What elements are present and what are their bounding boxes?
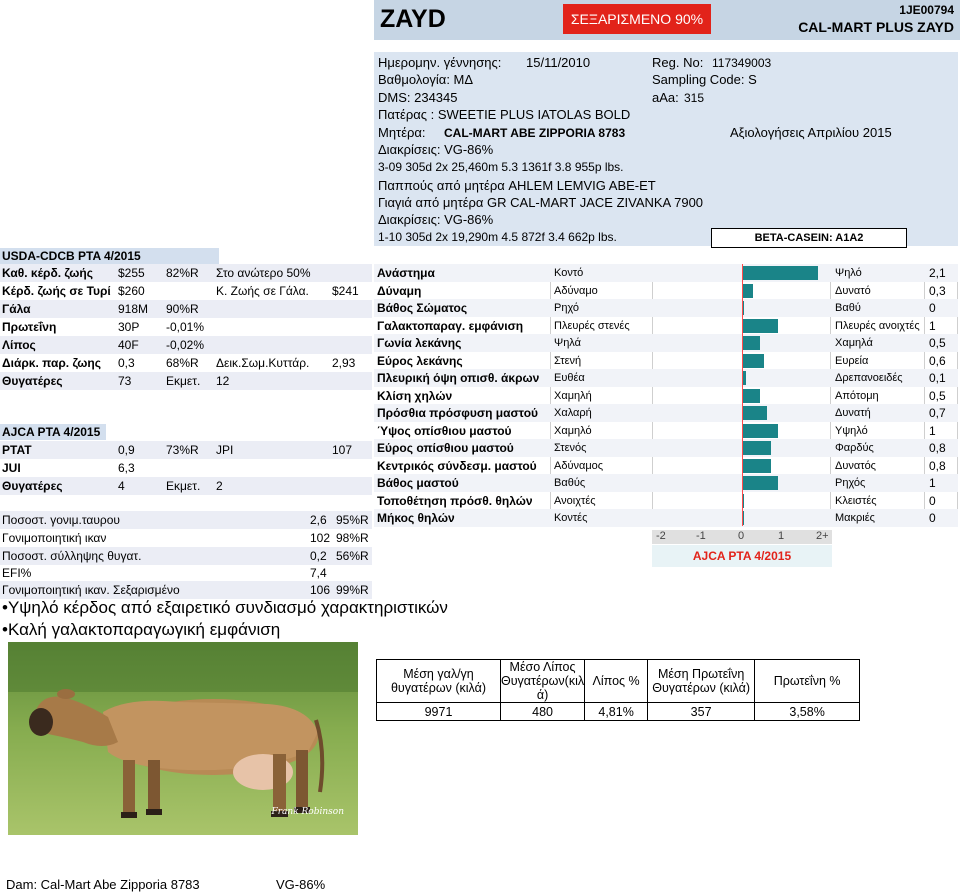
row-label: PTAT bbox=[2, 443, 32, 457]
trait-row bbox=[374, 404, 958, 422]
dms: DMS: 234345 bbox=[378, 90, 458, 105]
header-fat-pct: Λίπος % bbox=[585, 660, 648, 703]
row-value: 40F bbox=[118, 338, 139, 352]
trait-axis bbox=[652, 530, 832, 544]
trait-low-label: Κοντές bbox=[554, 512, 588, 524]
trait-value: 0 bbox=[929, 511, 936, 525]
sampling-code: Sampling Code: S bbox=[652, 72, 757, 87]
trait-bar bbox=[742, 266, 818, 280]
row-value: $260 bbox=[118, 284, 145, 298]
trait-row bbox=[374, 352, 958, 370]
row-extra-label: Δεικ.Σωμ.Κυττάρ. bbox=[216, 356, 310, 370]
highlight-bullet-1: •Υψηλό κέρδος από εξαιρετικό συνδιασμό χαρακτηριστικών bbox=[2, 598, 448, 617]
maternal-grandsire: Παππούς από μητέρα AHLEM LEMVIG ABE-ET bbox=[378, 178, 656, 193]
row-extra-value: 107 bbox=[332, 443, 353, 457]
row-reliability: 95%R bbox=[336, 513, 369, 527]
row-label: Διάρκ. παρ. ζωης bbox=[2, 356, 101, 370]
trait-name: Γαλακτοπαραγ. εμφάνιση bbox=[377, 318, 524, 333]
trait-bar bbox=[742, 319, 778, 333]
row-extra-value: $241 bbox=[332, 284, 359, 298]
trait-bar bbox=[742, 424, 778, 438]
row-reliability: 90%R bbox=[166, 302, 199, 316]
beta-casein-box: BETA-CASEIN: A1A2 bbox=[711, 228, 907, 248]
trait-row bbox=[374, 457, 958, 475]
trait-row bbox=[374, 334, 958, 352]
trait-low-label: Ανοιχτές bbox=[554, 494, 596, 507]
daughters-header-row bbox=[377, 660, 860, 703]
trait-low-label: Χαμηλό bbox=[554, 424, 592, 437]
row-value: 918M bbox=[118, 302, 149, 316]
trait-high-label: Ρηχός bbox=[835, 477, 866, 489]
trait-low-label: Στενή bbox=[554, 354, 582, 367]
trait-name: Γωνία λεκάνης bbox=[377, 336, 462, 350]
trait-value: 1 bbox=[929, 318, 936, 333]
usda-row bbox=[0, 372, 372, 390]
traits-footer-label: AJCA PTA 4/2015 bbox=[652, 545, 832, 567]
bull-full-name: CAL-MART PLUS ZAYD bbox=[798, 19, 954, 35]
row-extra-value: 2,93 bbox=[332, 356, 356, 370]
row-value: 6,3 bbox=[118, 461, 135, 475]
aaa-label: aAa: bbox=[652, 90, 679, 105]
trait-high-label: Βαθύ bbox=[835, 302, 861, 314]
trait-row bbox=[374, 439, 958, 457]
header-protein-pct: Πρωτεΐνη % bbox=[755, 660, 860, 703]
linear-traits-chart bbox=[374, 264, 958, 526]
row-extra-label: 12 bbox=[216, 374, 230, 388]
usda-section-title: USDA-CDCB PTA 4/2015 bbox=[0, 248, 219, 264]
trait-name: Δύναμη bbox=[377, 283, 422, 298]
ajca-row bbox=[0, 441, 372, 459]
row-value: 106 bbox=[310, 583, 331, 597]
daughters-table bbox=[376, 659, 860, 721]
trait-name: Μήκος θηλών bbox=[377, 511, 455, 525]
trait-value: 0 bbox=[929, 301, 936, 315]
row-extra-label: Κ. Ζωής σε Γάλα. bbox=[216, 284, 309, 298]
trait-bar bbox=[742, 441, 771, 455]
trait-high-label: Δυνατή bbox=[835, 407, 871, 419]
trait-value: 1 bbox=[929, 476, 936, 490]
trait-row bbox=[374, 422, 958, 440]
row-value: 73 bbox=[118, 374, 132, 388]
trait-low-label: Ευθέα bbox=[554, 372, 585, 384]
row-reliability: Εκμετ. bbox=[166, 479, 201, 493]
row-reliability: Εκμετ. bbox=[166, 374, 201, 388]
trait-high-label: Υψηλό bbox=[835, 424, 868, 437]
photographer-signature: Frank Robinson bbox=[271, 807, 344, 817]
row-label: Γονιμοποιητική ικαν. Σεξαρισμένο bbox=[2, 583, 180, 597]
sire: Πατέρας : SWEETIE PLUS IATOLAS BOLD bbox=[378, 107, 631, 122]
trait-low-label: Ψηλά bbox=[554, 337, 582, 349]
row-label: Κέρδ. ζωής σε Τυρί bbox=[2, 284, 111, 298]
trait-value: 0,3 bbox=[929, 283, 946, 298]
trait-bar bbox=[742, 354, 764, 368]
row-label: Πρωτεΐνη bbox=[2, 320, 57, 334]
trait-high-label: Δυνατό bbox=[835, 284, 871, 297]
row-reliability: 82%R bbox=[166, 266, 199, 280]
row-value: 0,3 bbox=[118, 356, 135, 370]
axis-tick-label: -1 bbox=[696, 530, 706, 542]
trait-bar bbox=[742, 406, 767, 420]
trait-high-label: Απότομη bbox=[835, 389, 879, 402]
row-value: 0,9 bbox=[118, 443, 135, 457]
trait-high-label: Κλειστές bbox=[835, 494, 877, 507]
trait-value: 0,6 bbox=[929, 353, 946, 368]
trait-value: 2,1 bbox=[929, 266, 946, 280]
axis-tick-label: 1 bbox=[778, 530, 785, 542]
trait-zero-line bbox=[742, 264, 743, 526]
dam-record: 3-09 305d 2x 25,460m 5.3 1361f 3.8 955p lbs. bbox=[378, 160, 624, 174]
usda-row bbox=[0, 282, 372, 300]
trait-low-label: Βαθύς bbox=[554, 477, 586, 489]
footer-dam: Dam: Cal-Mart Abe Zipporia 8783 bbox=[6, 877, 200, 892]
row-value: 2,6 bbox=[310, 513, 327, 527]
row-reliability: 68%R bbox=[166, 356, 199, 370]
dam-name: CAL-MART ABE ZIPPORIA 8783 bbox=[444, 126, 626, 140]
trait-value: 0,8 bbox=[929, 458, 946, 473]
trait-high-label: Ψηλό bbox=[835, 267, 862, 279]
axis-tick-label: -2 bbox=[656, 530, 666, 542]
trait-high-label: Δρεπανοειδές bbox=[835, 372, 903, 384]
dob-label: Ημερομην. γέννησης: bbox=[378, 55, 502, 70]
trait-value: 0 bbox=[929, 493, 936, 508]
row-reliability: -0,01% bbox=[166, 320, 205, 334]
usda-row bbox=[0, 300, 372, 318]
aaa-value: 315 bbox=[684, 91, 705, 105]
trait-row bbox=[374, 474, 958, 492]
rating: Βαθμολογία: ΜΔ bbox=[378, 72, 474, 87]
trait-value: 0,5 bbox=[929, 388, 946, 403]
row-label: EFI% bbox=[2, 566, 32, 580]
usda-row bbox=[0, 264, 372, 282]
registration-id: 1JE00794 bbox=[899, 3, 954, 17]
trait-name: Ύψος οπίσθιου μαστού bbox=[377, 423, 512, 438]
row-reliability: 98%R bbox=[336, 531, 369, 545]
trait-row bbox=[374, 492, 958, 510]
trait-high-label: Φαρδύς bbox=[835, 442, 874, 454]
reg-label: Reg. No: bbox=[652, 55, 704, 70]
trait-bar bbox=[742, 336, 760, 350]
row-value: 0,2 bbox=[310, 549, 327, 563]
fertility-row bbox=[0, 564, 372, 582]
trait-row bbox=[374, 369, 958, 387]
row-reliability: 99%R bbox=[336, 583, 369, 597]
row-extra-label: 2 bbox=[216, 479, 223, 493]
highlight-bullet-2: •Καλή γαλακτοπαραγωγική εμφάνιση bbox=[2, 620, 281, 639]
row-reliability: 56%R bbox=[336, 549, 369, 563]
trait-high-label: Δυνατός bbox=[835, 459, 876, 472]
trait-row bbox=[374, 299, 958, 317]
footer-dam-score: VG-86% bbox=[276, 877, 326, 892]
axis-tick-label: 2+ bbox=[816, 530, 829, 542]
ajca-row bbox=[0, 459, 372, 477]
row-label: Λίπος bbox=[2, 338, 36, 352]
ajca-section-title: AJCA PTA 4/2015 bbox=[0, 424, 106, 440]
trait-row bbox=[374, 387, 958, 405]
granddam-record: 1-10 305d 2x 19,290m 4.5 872f 3.4 662p lbs. bbox=[378, 230, 617, 244]
trait-low-label: Πλευρές στενές bbox=[554, 319, 630, 332]
evaluation-date: Αξιολογήσεις Απριλίου 2015 bbox=[730, 125, 892, 140]
trait-bar bbox=[742, 476, 778, 490]
row-value: 7,4 bbox=[310, 566, 327, 580]
trait-bar bbox=[742, 459, 771, 473]
trait-name: Βάθος Σώματος bbox=[377, 301, 468, 315]
row-label: Ποσοστ. σύλληψης θυγατ. bbox=[2, 549, 142, 563]
fertility-row bbox=[0, 581, 372, 599]
trait-low-label: Χαλαρή bbox=[554, 407, 592, 419]
row-value: 4 bbox=[118, 479, 125, 493]
trait-name: Ανάστημα bbox=[377, 266, 435, 280]
trait-low-label: Αδύναμο bbox=[554, 284, 598, 297]
trait-low-label: Στενός bbox=[554, 442, 587, 454]
row-label: Ποσοστ. γονιμ.ταυρου bbox=[2, 513, 120, 527]
trait-high-label: Ευρεία bbox=[835, 354, 869, 367]
row-reliability: -0,02% bbox=[166, 338, 205, 352]
trait-low-label: Κοντό bbox=[554, 267, 584, 279]
row-label: JUI bbox=[2, 461, 21, 475]
trait-name: Βάθος μαστού bbox=[377, 476, 459, 490]
maternal-granddam: Γιαγιά από μητέρα GR CAL-MART JACE ZIVANKA 7900 bbox=[378, 195, 704, 210]
row-value: $255 bbox=[118, 266, 145, 280]
row-label: Καθ. κέρδ. ζωής bbox=[2, 266, 93, 280]
row-value: 30P bbox=[118, 320, 140, 334]
row-reliability: 73%R bbox=[166, 443, 199, 457]
fertility-row bbox=[0, 547, 372, 565]
trait-name: Εύρος οπίσθιου μαστού bbox=[377, 441, 514, 455]
usda-row bbox=[0, 354, 372, 372]
row-extra-label: Στο ανώτερο 50% bbox=[216, 266, 311, 280]
dob-value: 15/11/2010 bbox=[526, 55, 591, 70]
header-fat-kg: Μέσο Λίπος Θυγατέρων(κιλ ά) bbox=[501, 660, 585, 702]
trait-value: 1 bbox=[929, 423, 936, 438]
row-label: Θυγατέρες bbox=[2, 374, 63, 388]
dam-classification: Διακρίσεις: VG-86% bbox=[378, 142, 494, 157]
usda-row bbox=[0, 318, 372, 336]
trait-row bbox=[374, 282, 958, 300]
trait-name: Κλίση χηλών bbox=[377, 388, 453, 403]
granddam-classification: Διακρίσεις: VG-86% bbox=[378, 212, 494, 227]
row-extra-label: JPI bbox=[216, 443, 234, 457]
trait-value: 0,8 bbox=[929, 441, 946, 455]
dam-label: Μητέρα: bbox=[378, 125, 426, 140]
trait-name: Πλευρική όψη οπισθ. άκρων bbox=[377, 371, 540, 385]
header-milk: Μέση γαλ/γη θυγατέρων (κιλά) bbox=[377, 660, 501, 703]
trait-row bbox=[374, 264, 958, 282]
trait-low-label: Χαμηλή bbox=[554, 389, 592, 402]
trait-high-label: Χαμηλά bbox=[835, 337, 873, 349]
header-bar bbox=[374, 0, 960, 40]
pedigree-box bbox=[374, 52, 958, 246]
value-fat-pct: 4,81% bbox=[585, 703, 648, 721]
trait-name: Κεντρικός σύνδεσμ. μαστού bbox=[377, 458, 537, 473]
bull-name: ZAYD bbox=[380, 5, 446, 33]
trait-row bbox=[374, 317, 958, 335]
row-value: 102 bbox=[310, 531, 331, 545]
reg-number: 117349003 bbox=[712, 56, 772, 70]
fertility-row bbox=[0, 511, 372, 529]
cow-photo bbox=[8, 642, 358, 835]
row-label: Γονιμοποιητική ικαν bbox=[2, 531, 107, 545]
trait-value: 0,1 bbox=[929, 371, 946, 385]
value-milk: 9971 bbox=[377, 703, 501, 721]
trait-row bbox=[374, 509, 958, 527]
sexed-badge: ΣΕΞΑΡΙΣΜΕΝΟ 90% bbox=[563, 4, 711, 34]
value-protein-pct: 3,58% bbox=[755, 703, 860, 721]
trait-low-label: Αδύναμος bbox=[554, 459, 604, 472]
trait-low-label: Ρηχό bbox=[554, 302, 580, 314]
header-protein-kg: Μέση Πρωτεΐνη Θυγατέρων (κιλά) bbox=[648, 660, 755, 703]
trait-value: 0,5 bbox=[929, 336, 946, 350]
daughters-value-row bbox=[377, 703, 860, 721]
trait-bar bbox=[742, 284, 753, 298]
value-fat-kg: 480 bbox=[501, 703, 585, 721]
trait-name: Τοποθέτηση πρόσθ. θηλών bbox=[377, 493, 533, 508]
row-label: Θυγατέρες bbox=[2, 479, 63, 493]
trait-value: 0,7 bbox=[929, 406, 946, 420]
trait-name: Εύρος λεκάνης bbox=[377, 353, 463, 368]
trait-high-label: Μακριές bbox=[835, 512, 875, 524]
trait-bar bbox=[742, 389, 760, 403]
axis-tick-label: 0 bbox=[738, 530, 745, 542]
fertility-row bbox=[0, 529, 372, 547]
ajca-row bbox=[0, 477, 372, 495]
row-label: Γάλα bbox=[2, 302, 31, 316]
value-protein-kg: 357 bbox=[648, 703, 755, 721]
trait-high-label: Πλευρές ανοιχτές bbox=[835, 319, 920, 332]
trait-name: Πρόσθια πρόσφυση μαστού bbox=[377, 406, 539, 420]
usda-row bbox=[0, 336, 372, 354]
